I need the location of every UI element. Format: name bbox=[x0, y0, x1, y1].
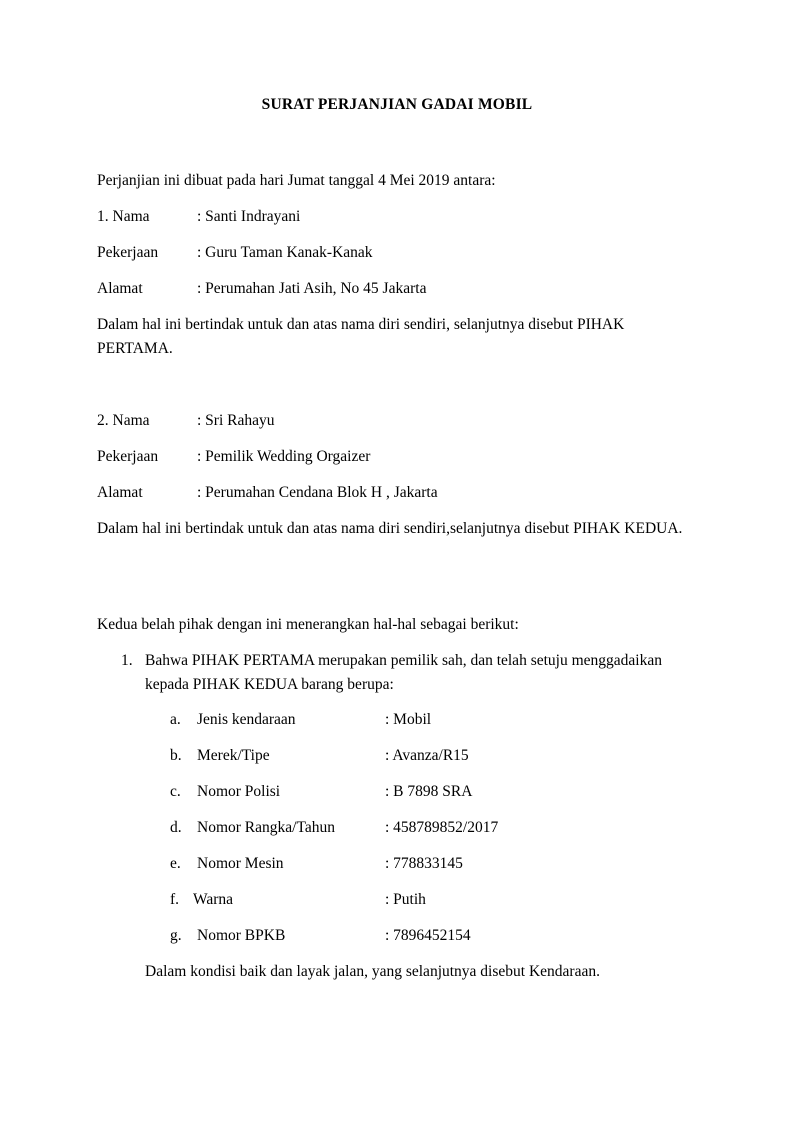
party2-name-row bbox=[97, 411, 275, 431]
clause1-number: 1. bbox=[121, 652, 133, 669]
explanation-text: Kedua belah pihak dengan ini menerangkan hal-hal sebagai berikut: bbox=[97, 616, 519, 633]
item-name: Nomor Mesin bbox=[197, 855, 284, 872]
party2-name-label: 2. Nama bbox=[97, 412, 150, 429]
item-value: : B 7898 SRA bbox=[385, 783, 473, 800]
item-name: Merek/Tipe bbox=[197, 747, 270, 764]
item-value: : Avanza/R15 bbox=[385, 747, 469, 764]
party1-job-row bbox=[97, 243, 373, 263]
item-letter: g. bbox=[170, 927, 182, 944]
item-letter: c. bbox=[170, 783, 181, 800]
party1-name-row bbox=[97, 207, 300, 227]
party2-job-row bbox=[97, 447, 370, 467]
item-value: : 7896452154 bbox=[385, 927, 471, 944]
closing-text: Dalam kondisi baik dan layak jalan, yang selanjutnya disebut Kendaraan. bbox=[145, 963, 600, 980]
item-letter: d. bbox=[170, 819, 182, 836]
party2-name-value: : Sri Rahayu bbox=[197, 412, 275, 429]
party2-address-label: Alamat bbox=[97, 484, 143, 501]
party2-address-value: : Perumahan Cendana Blok H , Jakarta bbox=[197, 484, 438, 501]
item-name: Jenis kendaraan bbox=[197, 711, 296, 728]
clause1-text: Bahwa PIHAK PERTAMA merupakan pemilik sah, dan telah setuju menggadaikan kepada PIHAK KEDUA barang berupa: bbox=[145, 652, 662, 693]
party1-name-label: 1. Nama bbox=[97, 208, 150, 225]
party1-job-value: : Guru Taman Kanak-Kanak bbox=[197, 244, 373, 261]
item-value: : Putih bbox=[385, 891, 426, 908]
item-name: Warna bbox=[193, 891, 234, 908]
party1-address-row bbox=[97, 279, 426, 299]
party1-address-label: Alamat bbox=[97, 280, 143, 297]
document-title: SURAT PERJANJIAN GADAI MOBIL bbox=[261, 96, 533, 113]
party2-address-row bbox=[97, 483, 438, 503]
item-letter: e. bbox=[170, 855, 181, 872]
item-name: Nomor Polisi bbox=[197, 783, 281, 800]
party1-address-value: : Perumahan Jati Asih, No 45 Jakarta bbox=[197, 280, 427, 297]
party1-name-value: : Santi Indrayani bbox=[197, 208, 301, 225]
party2-statement: Dalam hal ini bertindak untuk dan atas nama diri sendiri,selanjutnya disebut PIHAK KEDUA. bbox=[97, 520, 683, 537]
party1-job-label: Pekerjaan bbox=[97, 244, 159, 261]
item-value: : 778833145 bbox=[385, 855, 463, 872]
item-name: Nomor Rangka/Tahun bbox=[197, 819, 335, 836]
item-value: : Mobil bbox=[385, 711, 432, 728]
item-letter: a. bbox=[170, 711, 181, 728]
item-letter: b. bbox=[170, 747, 182, 764]
intro-text: Perjanjian ini dibuat pada hari Jumat tanggal 4 Mei 2019 antara: bbox=[97, 172, 496, 189]
item-value: : 458789852/2017 bbox=[385, 819, 499, 836]
party1-statement: Dalam hal ini bertindak untuk dan atas nama diri sendiri, selanjutnya disebut PIHAK PERTAMA. bbox=[97, 316, 625, 357]
party2-job-label: Pekerjaan bbox=[97, 448, 159, 465]
item-name: Nomor BPKB bbox=[197, 927, 286, 944]
party2-job-value: : Pemilik Wedding Orgaizer bbox=[197, 448, 371, 465]
item-letter: f. bbox=[170, 891, 180, 908]
